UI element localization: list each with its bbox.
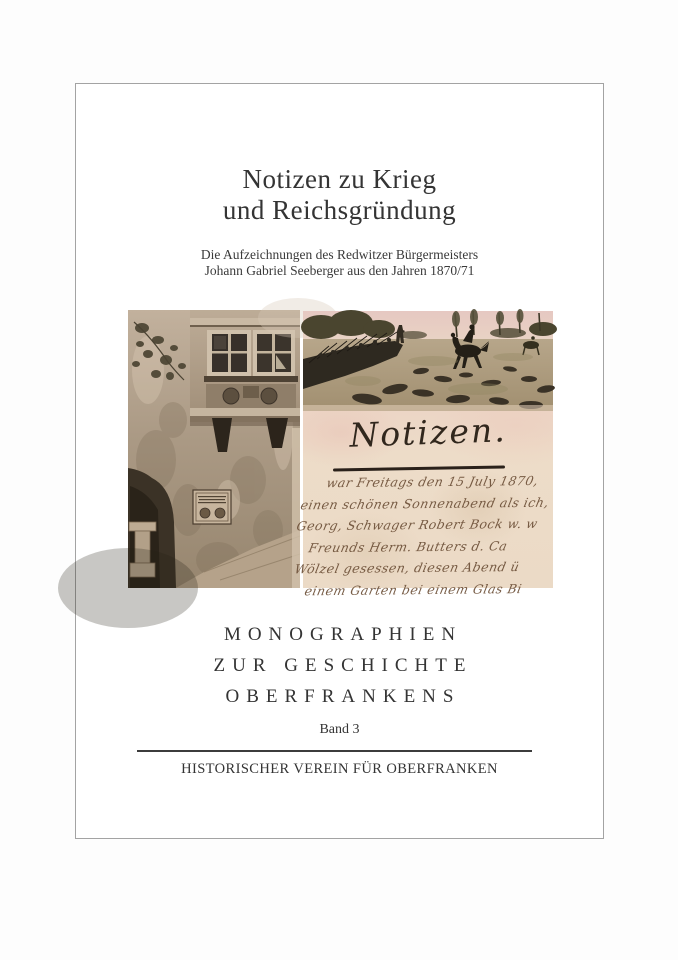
diary-line: einen schönen Sonnenabend als ich, [299, 494, 551, 512]
diary-line: war Freitags den 15 July 1870, [325, 473, 540, 491]
building-photo [128, 310, 300, 588]
publisher-name: HISTORISCHER VEREIN FÜR OBERFRANKEN [181, 761, 498, 777]
series-line2: ZUR GESCHICHTE [213, 655, 473, 676]
cover-photo-collage [128, 310, 553, 598]
series-line1: MONOGRAPHIEN [223, 624, 463, 645]
book-title-line2: und Reichsgründung [222, 195, 457, 225]
volume-label: Band 3 [319, 722, 360, 737]
handwritten-diary-page [293, 410, 553, 598]
diary-line: Wölzel gesessen, diesen Abend ü [293, 559, 521, 577]
diary-line: Freunds Herm. Butters d. Ca [307, 537, 509, 555]
book-cover-page [75, 83, 604, 839]
series-title [76, 619, 603, 712]
diary-line: einem Garten bei einem Glas Bi [303, 580, 524, 598]
series-line3: OBERFRANKENS [225, 686, 461, 707]
book-title-line1: Notizen zu Krieg [242, 164, 437, 194]
postcard-piece [293, 311, 553, 598]
wall-plaque [193, 490, 231, 524]
diary-text [293, 471, 559, 600]
diary-line: Georg, Schwager Robert Bock w. w [295, 515, 540, 534]
book-subtitle-line1: Die Aufzeichnungen des Redwitzer Bürgermeisters [200, 247, 479, 262]
divider-rule [137, 750, 532, 752]
battle-scene-photo [303, 311, 553, 411]
book-title [76, 164, 603, 226]
diary-heading: Notizen. [348, 410, 508, 455]
book-subtitle [76, 247, 603, 278]
book-subtitle-line2: Johann Gabriel Seeberger aus den Jahren 1870/71 [204, 262, 475, 278]
